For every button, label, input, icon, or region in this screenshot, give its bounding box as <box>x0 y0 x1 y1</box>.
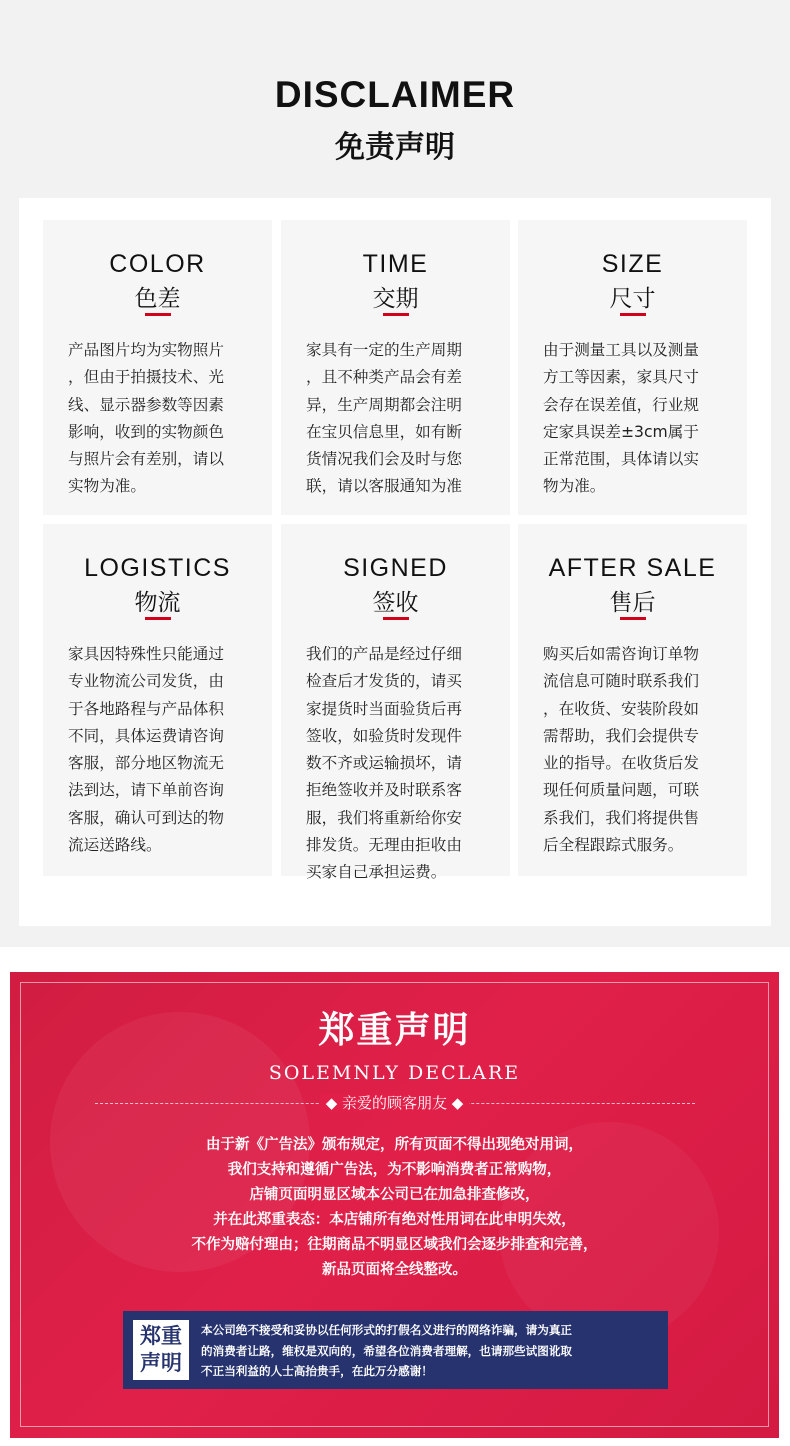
card-line: ，在收货、安装阶段如 <box>543 699 699 718</box>
card-line: 定家具误差±3cm属于 <box>543 422 699 441</box>
card-line: 在宝贝信息里，如有断 <box>306 422 462 441</box>
card-line: 家具有一定的生产周期 <box>306 341 462 359</box>
declare-subtitle: SOLEMNLY DECLARE <box>268 1062 521 1084</box>
card-line: 现任何质量问题，可联 <box>543 781 699 800</box>
card-line: 服，我们将重新给你安 <box>306 808 462 827</box>
card-line: 客服，部分地区物流无 <box>68 754 224 773</box>
card-title-en: SIGNED <box>343 554 448 582</box>
card-size <box>518 220 747 515</box>
declare-section <box>0 947 790 1446</box>
card-line: 产品图片均为实物照片 <box>68 341 224 359</box>
declare-box-text <box>201 1320 661 1382</box>
greeting-text: ◆ 亲爱的顾客朋友 ◆ <box>320 1094 470 1112</box>
card-logistics <box>43 524 272 876</box>
card-line: 与照片会有差别，请以 <box>68 450 224 469</box>
card-line: 异，生产周期都会注明 <box>306 395 462 414</box>
card-line: 需帮助，我们会提供专 <box>543 726 699 745</box>
badge-line: 声明 <box>140 1351 182 1375</box>
declare-badge <box>133 1320 189 1380</box>
box-line: 的消费者让路，维权是双向的，希望各位消费者理解，也请那些试图讹取 <box>201 1343 573 1358</box>
card-line: 会存在误差值，行业规 <box>543 395 699 414</box>
page-title-cn: 免责声明 <box>335 130 455 165</box>
card-title-en: TIME <box>362 250 429 278</box>
card-line: 货情况我们会及时与您 <box>306 450 462 469</box>
card-line: 家具因特殊性只能通过 <box>68 645 224 663</box>
card-line: 买家自己承担运费。 <box>306 863 447 882</box>
card-line: 法到达，请下单前咨询 <box>68 781 224 800</box>
notice-line: 新品页面将全线整改。 <box>322 1262 467 1278</box>
card-title-en: AFTER SALE <box>548 554 717 582</box>
card-time <box>281 220 510 515</box>
card-body <box>306 641 491 887</box>
card-line: 签收，如验货时发现件 <box>306 726 462 745</box>
card-line: ，但由于拍摄技术、光 <box>68 368 224 387</box>
card-line: 检查后才发货的，请买 <box>306 672 462 691</box>
card-line: 家提货时当面验货后再 <box>306 699 462 718</box>
header <box>0 0 790 198</box>
card-signed <box>281 524 510 882</box>
notice-line: 我们支持和遵循广告法，为不影响消费者正常购物， <box>227 1162 562 1178</box>
notice-line: 不作为赔付理由；往期商品不明显区域我们会逐步排查和完善， <box>191 1237 598 1253</box>
card-line: 排发货。无理由拒收由 <box>306 836 462 855</box>
card-line: 流运送路线。 <box>68 836 162 855</box>
greeting <box>10 1092 779 1113</box>
accent-bar <box>145 313 171 316</box>
accent-bar <box>145 617 171 620</box>
declare-notice <box>10 1133 779 1283</box>
accent-bar <box>620 313 646 316</box>
card-body <box>306 337 491 501</box>
card-color <box>43 220 272 515</box>
card-line: 数不齐或运输损坏，请 <box>306 754 462 773</box>
notice-line: 并在此郑重表态：本店铺所有绝对性用词在此申明失效， <box>213 1212 576 1228</box>
card-line: 不同，具体运费请咨询 <box>68 726 224 745</box>
card-line: 于各地路程与产品体积 <box>68 699 224 718</box>
card-line: 影响，收到的实物颜色 <box>68 422 224 441</box>
card-title-cn: 色差 <box>134 286 181 312</box>
card-title-cn: 签收 <box>372 590 419 616</box>
badge-line: 郑重 <box>140 1324 182 1348</box>
card-line: 系我们，我们将提供售 <box>543 808 699 827</box>
accent-bar <box>383 313 409 316</box>
notice-line: 店铺页面明显区域本公司已在加急排查修改， <box>249 1187 540 1203</box>
card-line: 实物为准。 <box>68 477 146 496</box>
card-line: 购买后如需咨询订单物 <box>543 645 699 663</box>
card-title-en: COLOR <box>109 250 206 278</box>
card-line: 客服，确认可到达的物 <box>68 808 224 827</box>
card-after-sale <box>518 524 747 876</box>
card-line: 物为准。 <box>543 477 606 496</box>
accent-bar <box>620 617 646 620</box>
card-line: 我们的产品是经过仔细 <box>306 645 462 663</box>
card-line: 线、显示器参数等因素 <box>68 395 224 414</box>
card-body <box>543 641 728 859</box>
card-title-en: LOGISTICS <box>84 554 231 582</box>
card-title-cn: 物流 <box>134 590 181 616</box>
declare-banner <box>10 972 779 1438</box>
card-title-cn: 交期 <box>372 286 419 312</box>
card-body <box>68 641 253 859</box>
card-body <box>543 337 728 501</box>
card-line: ，且不种类产品会有差 <box>306 368 462 387</box>
card-line: 方工等因素，家具尺寸 <box>543 368 699 387</box>
card-line: 后全程跟踪式服务。 <box>543 836 684 855</box>
card-title-cn: 尺寸 <box>609 286 656 312</box>
disclaimer-panel <box>19 198 771 926</box>
card-title-cn: 售后 <box>609 590 656 616</box>
page-title-en: DISCLAIMER <box>274 74 516 115</box>
card-body <box>68 337 253 501</box>
card-line: 由于测量工具以及测量 <box>543 341 699 359</box>
declare-box <box>123 1311 668 1389</box>
box-line: 本公司绝不接受和妥协以任何形式的打假名义进行的网络诈骗，请为真正 <box>201 1323 573 1337</box>
card-line: 正常范围，具体请以实 <box>543 450 699 469</box>
card-line: 联，请以客服通知为准 <box>306 477 462 496</box>
card-line: 业的指导。在收货后发 <box>543 754 699 773</box>
card-line: 拒绝签收并及时联系客 <box>306 781 462 800</box>
notice-line: 由于新《广告法》颁布规定，所有页面不得出现绝对用词， <box>206 1137 583 1153</box>
declare-title: 郑重声明 <box>318 1010 471 1051</box>
card-title-en: SIZE <box>601 250 664 278</box>
box-line: 不正当利益的人士高抬贵手，在此万分感谢！ <box>201 1364 433 1378</box>
card-line: 专业物流公司发货，由 <box>68 672 224 691</box>
accent-bar <box>383 617 409 620</box>
card-line: 流信息可随时联系我们 <box>543 672 699 691</box>
